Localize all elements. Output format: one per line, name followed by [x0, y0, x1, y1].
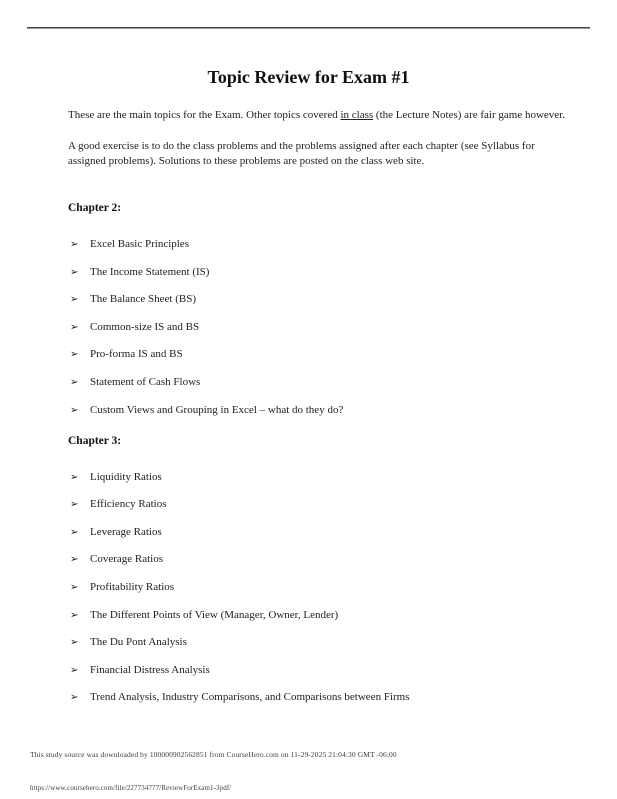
list-item [68, 347, 573, 362]
list-item [68, 608, 573, 623]
topic-text: Leverage Ratios [90, 525, 162, 538]
list-item [68, 375, 573, 390]
chapter-3-heading: Chapter 3: [68, 434, 122, 447]
list-item [68, 237, 573, 252]
list-item [68, 635, 573, 650]
chapter-2-topic-list [68, 237, 573, 418]
list-item [68, 690, 573, 705]
intro-p1-before: These are the main topics for the Exam. Other topics covered [68, 109, 341, 121]
arrow-bullet-icon: ➢ [70, 581, 79, 593]
page-title: Topic Review for Exam #1 [207, 67, 410, 87]
arrow-bullet-icon: ➢ [70, 404, 79, 416]
list-item [68, 580, 573, 595]
list-item [68, 497, 573, 512]
list-item [68, 552, 573, 567]
arrow-bullet-icon: ➢ [70, 526, 79, 538]
intro-paragraph-1 [68, 108, 573, 123]
in-class-underlined-text: in class [340, 109, 374, 121]
topic-text: Liquidity Ratios [90, 470, 162, 483]
topic-text: Profitability Ratios [90, 580, 175, 593]
list-item [68, 292, 573, 307]
top-divider-rule [27, 27, 590, 29]
topic-text: The Balance Sheet (BS) [90, 293, 196, 306]
arrow-bullet-icon: ➢ [70, 637, 79, 649]
chapter-3-topic-list [68, 470, 573, 706]
topic-text: Common-size IS and BS [90, 320, 200, 333]
list-item [68, 320, 573, 335]
list-item [68, 525, 573, 540]
arrow-bullet-icon: ➢ [70, 692, 79, 704]
list-item [68, 470, 573, 485]
intro-paragraph-2: A good exercise is to do the class problems and the problems assigned after each chapter (see Syllabus for assigned problems). Solutions to these problems are posted on the class web site. [68, 140, 535, 167]
arrow-bullet-icon: ➢ [70, 349, 79, 361]
topic-text: Efficiency Ratios [90, 498, 167, 511]
arrow-bullet-icon: ➢ [70, 239, 79, 250]
topic-text: Coverage Ratios [90, 553, 164, 566]
arrow-bullet-icon: ➢ [70, 499, 79, 511]
list-item [68, 663, 573, 678]
topic-text: Excel Basic Principles [90, 238, 189, 250]
arrow-bullet-icon: ➢ [70, 376, 79, 388]
chapter-2-heading: Chapter 2: [68, 202, 122, 214]
arrow-bullet-icon: ➢ [70, 266, 79, 278]
topic-text: Trend Analysis, Industry Comparisons, and Comparisons between Firms [90, 691, 410, 704]
topic-text: Financial Distress Analysis [90, 663, 210, 676]
topic-text: Pro-forma IS and BS [90, 348, 183, 361]
arrow-bullet-icon: ➢ [70, 321, 79, 333]
arrow-bullet-icon: ➢ [70, 294, 79, 306]
topic-text: The Different Points of View (Manager, Owner, Lender) [90, 608, 339, 621]
topic-text: The Du Pont Analysis [90, 636, 187, 649]
arrow-bullet-icon: ➢ [70, 554, 79, 566]
intro-p1-after: (the Lecture Notes) are fair game however. [373, 109, 565, 121]
arrow-bullet-icon: ➢ [70, 664, 79, 676]
arrow-bullet-icon: ➢ [70, 609, 79, 621]
list-item [68, 403, 573, 418]
arrow-bullet-icon: ➢ [70, 471, 79, 483]
list-item [68, 265, 573, 280]
coursehero-file-url[interactable]: https://www.coursehero.com/file/227734777/ReviewForExam1-3pdf/ [30, 784, 232, 792]
document-body [68, 108, 573, 718]
topic-text: Custom Views and Grouping in Excel – what do they do? [90, 403, 344, 416]
topic-text: The Income Statement (IS) [90, 265, 210, 278]
coursehero-download-note: This study source was downloaded by 100000902562851 from CourseHero.com on 11-29-2025 21:04:30 GMT -06:00 [30, 750, 397, 759]
topic-text: Statement of Cash Flows [90, 375, 201, 388]
